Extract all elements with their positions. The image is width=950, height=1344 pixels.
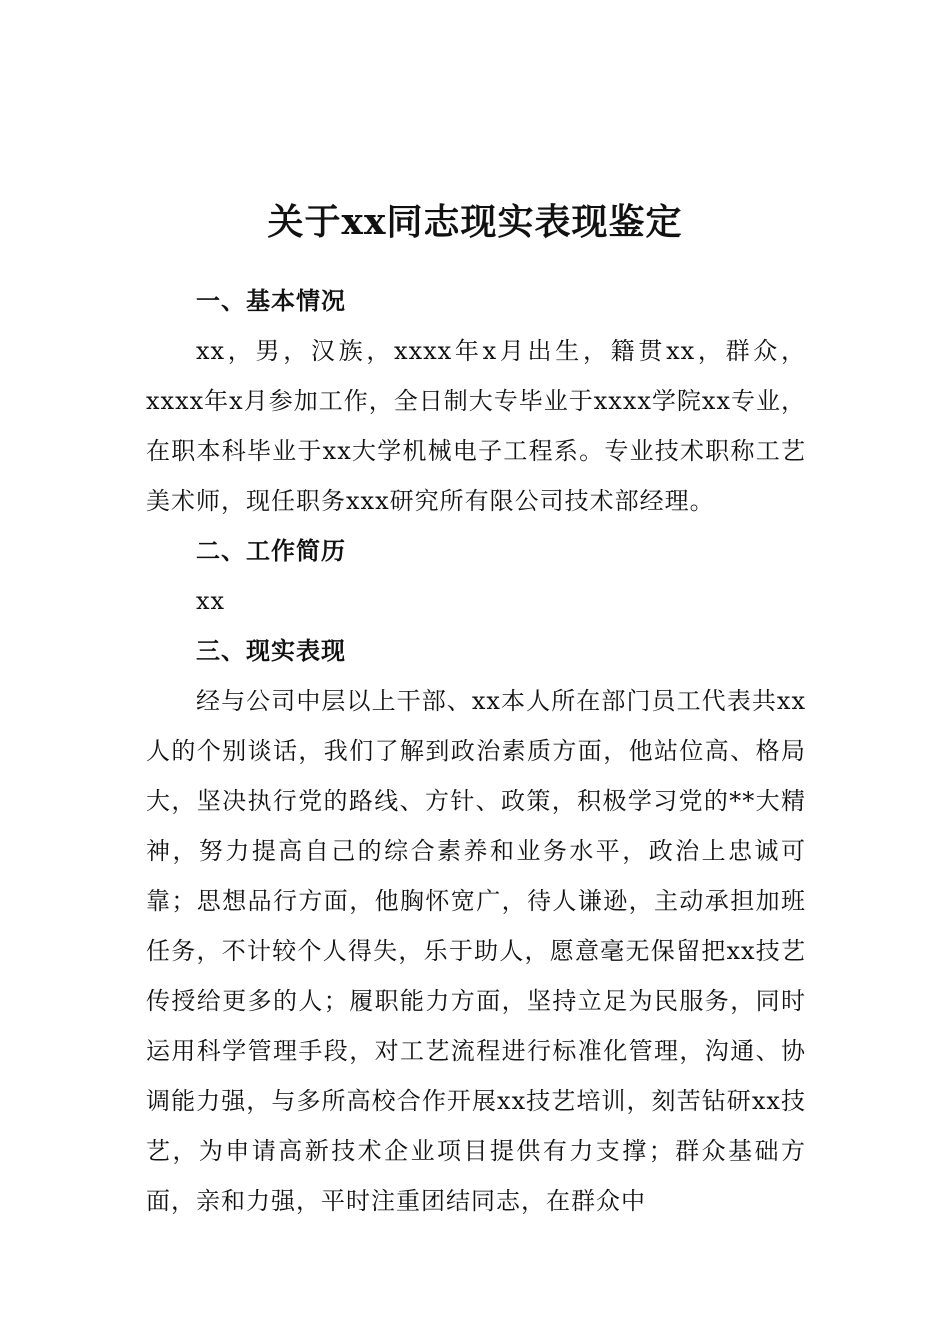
section-paragraph-work-history: xx (196, 587, 226, 615)
section-heading-performance: 三、现实表现 (196, 637, 346, 665)
section-heading-basic-info: 一、基本情况 (196, 287, 346, 315)
document-title: 关于xx同志现实表现鉴定 (267, 201, 683, 244)
section-heading-work-history: 二、工作简历 (196, 537, 346, 565)
document-body (146, 276, 806, 1226)
section-paragraph-basic-info: xx，男，汉族，xxxx年x月出生，籍贯xx，群众，xxxx年x月参加工作，全日制大专毕业于xxxx学院xx专业，在职本科毕业于xx大学机械电子工程系。专业技术职称工艺美术师，现任职务xxx研究所有限公司技术部经理。 (146, 337, 806, 515)
section-paragraph-performance: 经与公司中层以上干部、xx本人所在部门员工代表共xx人的个别谈话，我们了解到政治素质方面，他站位高、格局大，坚决执行党的路线、方针、政策，积极学习党的**大精神，努力提高自己的综合素养和业务水平，政治上忠诚可靠；思想品行方面，他胸怀宽广，待人谦逊，主动承担加班任务，不计较个人得失，乐于助人，愿意毫无保留把xx技艺传授给更多的人；履职能力方面，坚持立足为民服务，同时运用科学管理手段，对工艺流程进行标准化管理，沟通、协调能力强，与多所高校合作开展xx技艺培训，刻苦钻研xx技艺，为申请高新技术企业项目提供有力支撑；群众基础方面，亲和力强，平时注重团结同志，在群众中 (146, 687, 806, 1215)
